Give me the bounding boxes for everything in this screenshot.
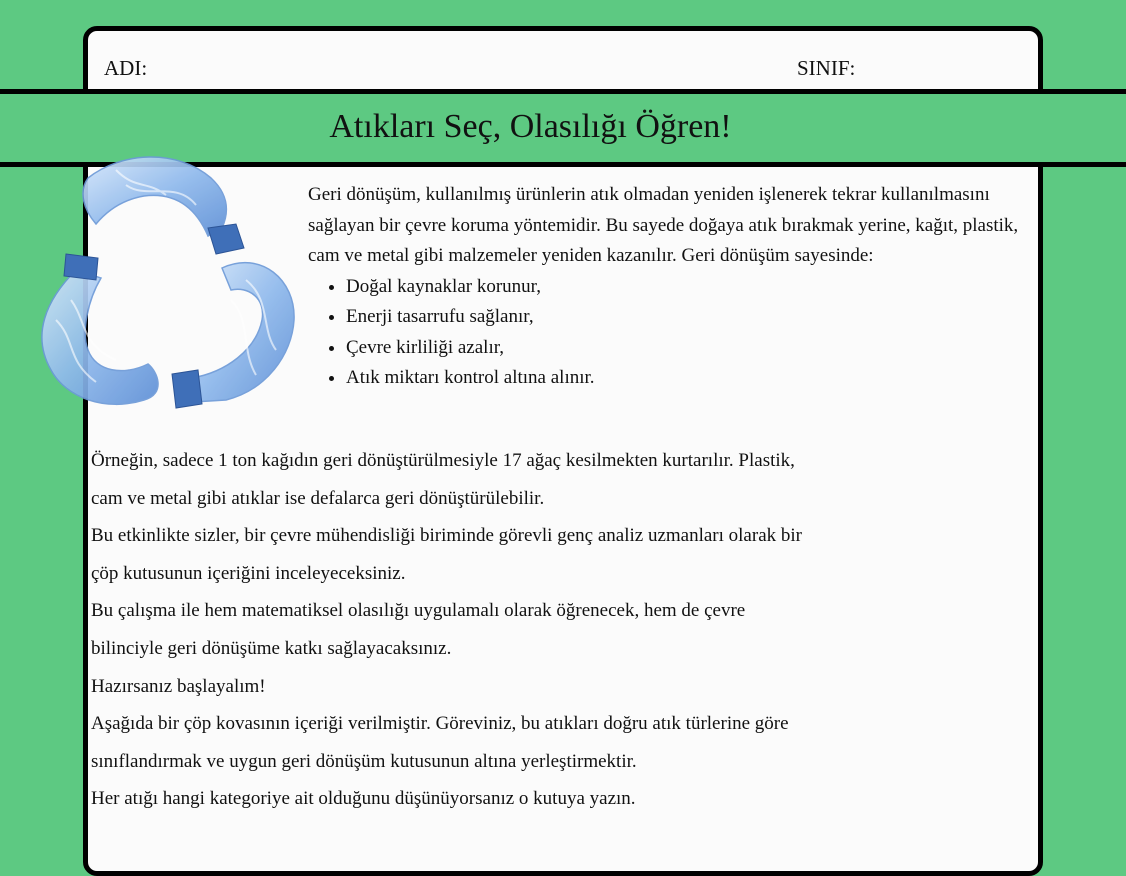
- body-text: [91, 442, 1026, 818]
- name-field-label: ADI:: [104, 56, 148, 80]
- body-line: Aşağıda bir çöp kovasının içeriği verilmiştir. Göreviniz, bu atıkları doğru atık türlerine göre: [91, 713, 789, 735]
- class-field-label: SINIF:: [797, 56, 856, 80]
- list-item: • Atık miktarı kontrol altına alınır.: [346, 363, 1028, 394]
- benefits-list: [308, 272, 1028, 394]
- body-line: sınıflandırmak ve uygun geri dönüşüm kutusunun altına yerleştirmektir.: [91, 750, 637, 772]
- list-item: • Enerji tasarrufu sağlanır,: [346, 302, 1028, 333]
- page-title: Atıkları Seç, Olasılığı Öğren!: [329, 108, 732, 145]
- body-line: Hazırsanız başlayalım!: [91, 675, 266, 697]
- recycle-bottles-icon: [26, 150, 301, 415]
- list-item: • Doğal kaynaklar korunur,: [346, 272, 1028, 303]
- list-item: • Çevre kirliliği azalır,: [346, 333, 1028, 364]
- body-line: Bu etkinlikte sizler, bir çevre mühendisliği biriminde görevli genç analiz uzmanları olarak bir: [91, 525, 802, 547]
- intro-paragraph: Geri dönüşüm, kullanılmış ürünlerin atık olmadan yeniden işlenerek tekrar kullanılmasını sağlayan bir çevre koruma yöntemidir. Bu sayede doğaya atık bırakmak yerine, kağıt, plastik, cam ve metal gibi malzemeler yeniden kazanılır. Geri dönüşüm sayesinde:: [308, 184, 1019, 266]
- body-line: Her atığı hangi kategoriye ait olduğunu düşünüyorsanız o kutuya yazın.: [91, 788, 636, 810]
- body-line: bilinciyle geri dönüşüme katkı sağlayacaksınız.: [91, 637, 452, 659]
- intro-section: [308, 180, 1028, 394]
- body-line: Örneğin, sadece 1 ton kağıdın geri dönüştürülmesiyle 17 ağaç kesilmekten kurtarılır. Plastik,: [91, 450, 795, 471]
- body-line: cam ve metal gibi atıklar ise defalarca geri dönüştürülebilir.: [91, 487, 545, 509]
- body-line: Bu çalışma ile hem matematiksel olasılığı uygulamalı olarak öğrenecek, hem de çevre: [91, 600, 746, 622]
- body-line: çöp kutusunun içeriğini inceleyeceksiniz.: [91, 562, 406, 584]
